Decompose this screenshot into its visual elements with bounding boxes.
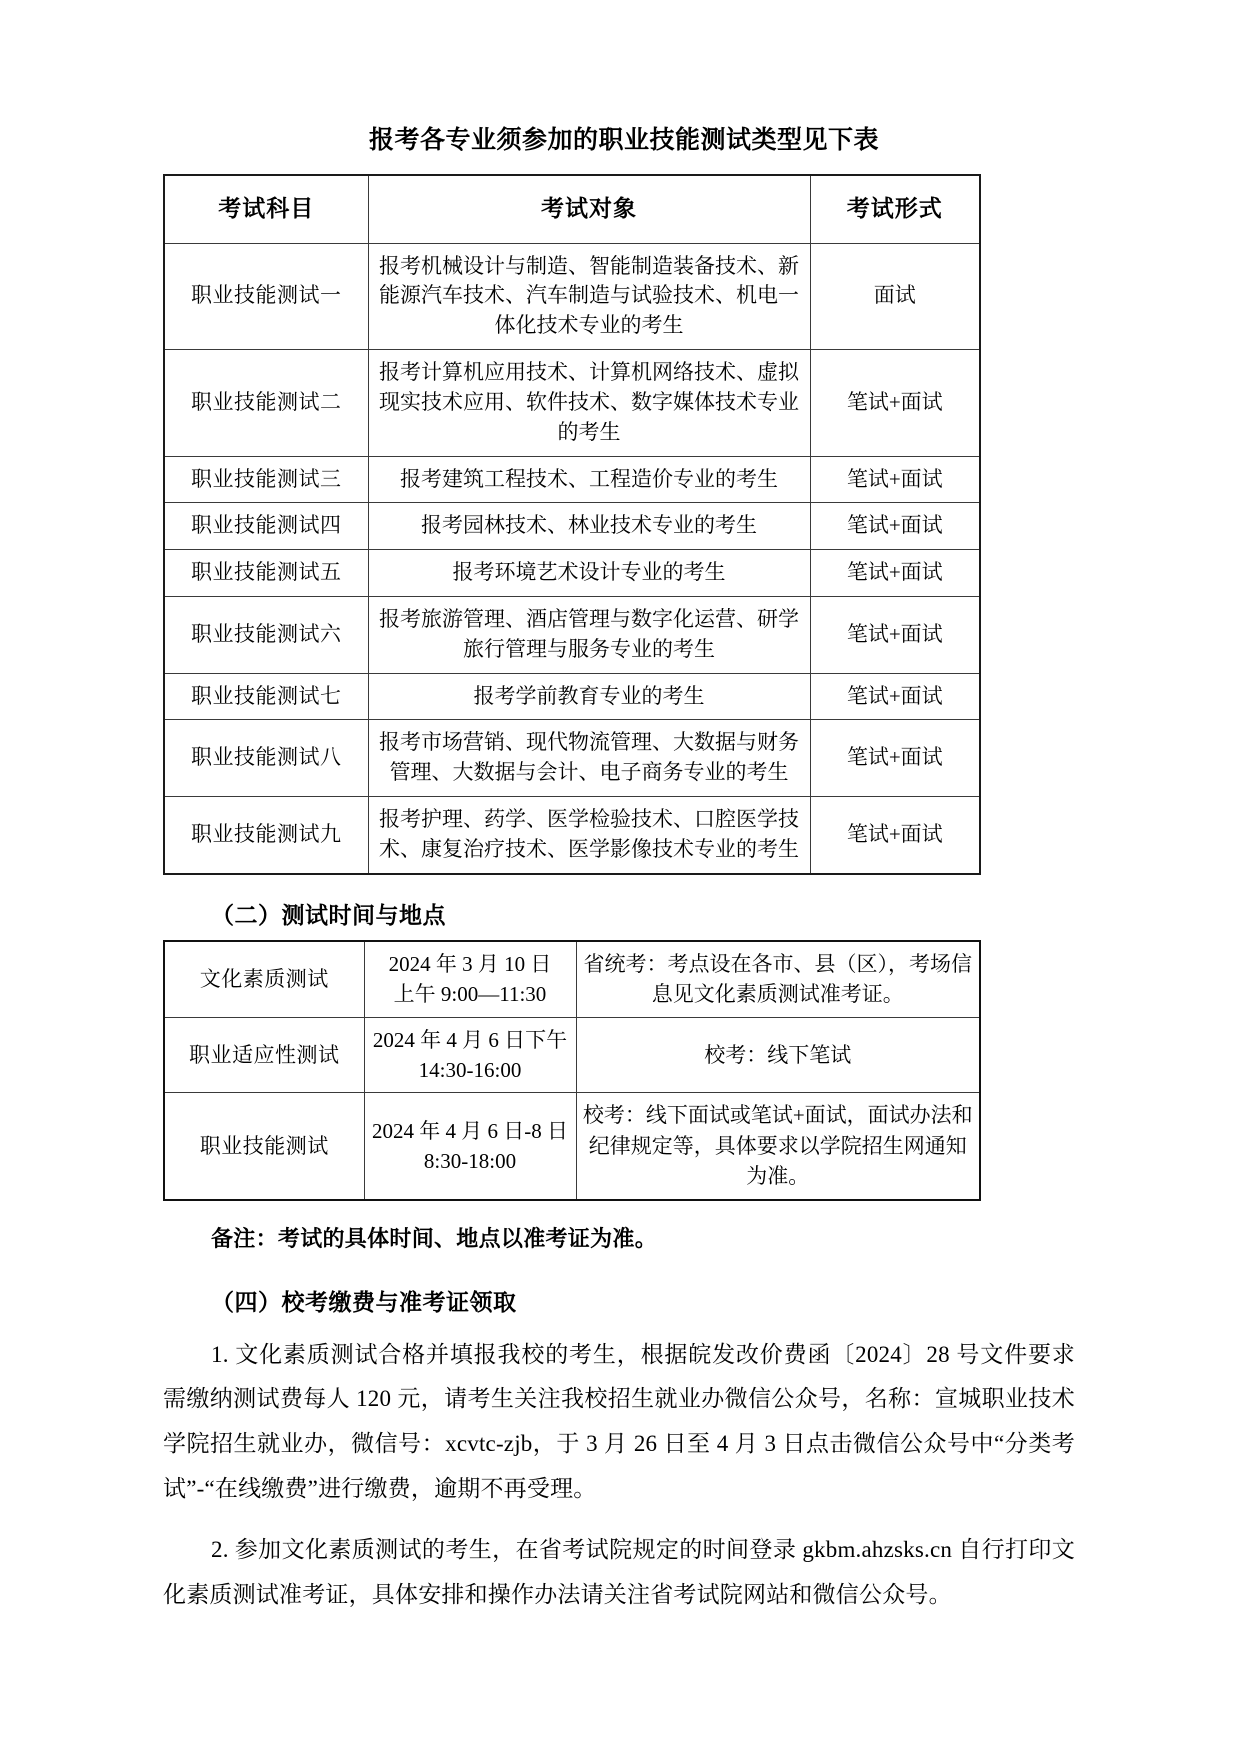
cell-target: 报考旅游管理、酒店管理与数字化运营、研学旅行管理与服务专业的考生	[368, 596, 810, 673]
table-row	[164, 1017, 980, 1093]
cell-subject: 职业技能测试一	[164, 243, 368, 349]
cell-test-place: 校考：线下笔试	[576, 1017, 980, 1093]
schedule-table	[163, 940, 981, 1201]
table-row	[164, 941, 980, 1017]
section-heading-payment: （四）校考缴费与准考证领取	[211, 1289, 517, 1316]
table-row	[164, 673, 980, 720]
cell-target: 报考建筑工程技术、工程造价专业的考生	[368, 456, 810, 503]
column-header-subject: 考试科目	[164, 175, 368, 243]
cell-format: 笔试+面试	[810, 673, 980, 720]
cell-target: 报考环境艺术设计专业的考生	[368, 550, 810, 597]
cell-subject: 职业技能测试三	[164, 456, 368, 503]
cell-target: 报考园林技术、林业技术专业的考生	[368, 503, 810, 550]
cell-subject: 职业技能测试六	[164, 596, 368, 673]
cell-subject: 职业技能测试五	[164, 550, 368, 597]
cell-target: 报考市场营销、现代物流管理、大数据与财务管理、大数据与会计、电子商务专业的考生	[368, 720, 810, 797]
paragraph-payment-1: 1. 文化素质测试合格并填报我校的考生，根据皖发改价费函〔2024〕28 号文件要求需缴纳测试费每人 120 元，请考生关注我校招生就业办微信公众号，名称：宣城职业技术学院招生就业办，微信号：xcvtc-zjb，于 3 月 26 日至 4 月 3 日点击微信公众号中“分类考试”-“在线缴费”进行缴费，逾期不再受理。	[163, 1341, 1075, 1502]
document-content	[163, 120, 1075, 1618]
cell-subject: 职业技能测试七	[164, 673, 368, 720]
table-row	[164, 720, 980, 797]
cell-format: 笔试+面试	[810, 596, 980, 673]
cell-test-name: 文化素质测试	[164, 941, 364, 1017]
section-heading-time-place: （二）测试时间与地点	[211, 902, 446, 929]
cell-test-time: 2024 年 3 月 10 日 上午 9:00—11:30	[364, 941, 576, 1017]
cell-subject: 职业技能测试九	[164, 797, 368, 874]
cell-format: 笔试+面试	[810, 550, 980, 597]
table-row	[164, 596, 980, 673]
cell-format: 笔试+面试	[810, 456, 980, 503]
cell-subject: 职业技能测试四	[164, 503, 368, 550]
cell-target: 报考学前教育专业的考生	[368, 673, 810, 720]
cell-format: 笔试+面试	[810, 797, 980, 874]
table-header-row	[164, 175, 980, 243]
table-row	[164, 1093, 980, 1200]
cell-subject: 职业技能测试八	[164, 720, 368, 797]
cell-test-place: 校考：线下面试或笔试+面试，面试办法和纪律规定等，具体要求以学院招生网通知为准。	[576, 1093, 980, 1200]
note-text: 备注：考试的具体时间、地点以准考证为准。	[211, 1226, 658, 1252]
cell-test-name: 职业适应性测试	[164, 1017, 364, 1093]
cell-format: 笔试+面试	[810, 503, 980, 550]
cell-subject: 职业技能测试二	[164, 350, 368, 456]
table-row	[164, 350, 980, 456]
cell-format: 笔试+面试	[810, 720, 980, 797]
cell-test-place: 省统考：考点设在各市、县（区），考场信息见文化素质测试准考证。	[576, 941, 980, 1017]
paragraph-payment-2: 2. 参加文化素质测试的考生，在省考试院规定的时间登录 gkbm.ahzsks.cn 自行打印文化素质测试准考证，具体安排和操作办法请关注省考试院网站和微信公众号。	[163, 1536, 1075, 1607]
table-row	[164, 550, 980, 597]
cell-target: 报考计算机应用技术、计算机网络技术、虚拟现实技术应用、软件技术、数字媒体技术专业的考生	[368, 350, 810, 456]
column-header-format: 考试形式	[810, 175, 980, 243]
table-row	[164, 243, 980, 349]
cell-format: 面试	[810, 243, 980, 349]
table-row	[164, 503, 980, 550]
cell-test-time: 2024 年 4 月 6 日-8 日 8:30-18:00	[364, 1093, 576, 1200]
table-row	[164, 797, 980, 874]
page-title: 报考各专业须参加的职业技能测试类型见下表	[368, 125, 879, 154]
skill-test-table	[163, 174, 981, 875]
column-header-target: 考试对象	[368, 175, 810, 243]
table-row	[164, 456, 980, 503]
cell-test-time: 2024 年 4 月 6 日下午 14:30-16:00	[364, 1017, 576, 1093]
cell-target: 报考护理、药学、医学检验技术、口腔医学技术、康复治疗技术、医学影像技术专业的考生	[368, 797, 810, 874]
cell-format: 笔试+面试	[810, 350, 980, 456]
cell-target: 报考机械设计与制造、智能制造装备技术、新能源汽车技术、汽车制造与试验技术、机电一体化技术专业的考生	[368, 243, 810, 349]
cell-test-name: 职业技能测试	[164, 1093, 364, 1200]
